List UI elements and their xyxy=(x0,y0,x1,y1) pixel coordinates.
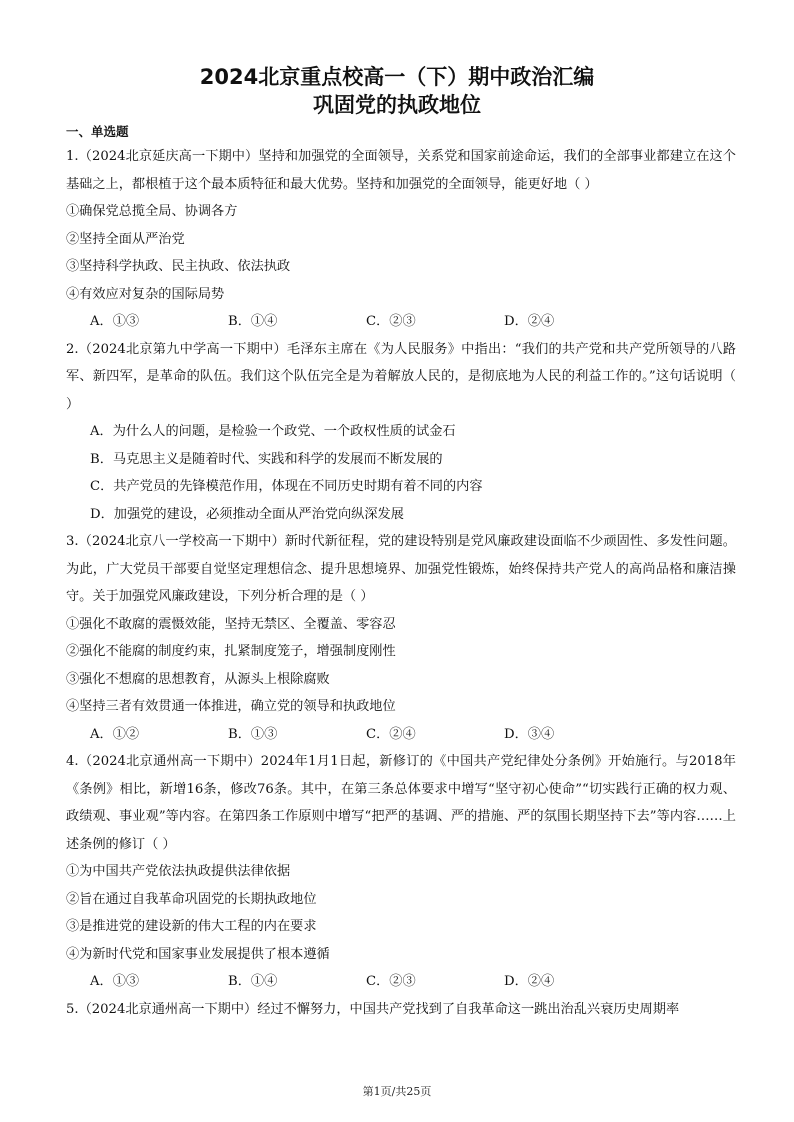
option-b: B．①③ xyxy=(228,726,278,742)
question-2 xyxy=(66,336,736,529)
statement-item: ②强化不能腐的制度约束，扎紧制度笼子，增强制度刚性 xyxy=(66,644,396,659)
question-3 xyxy=(66,528,736,748)
option-a: A．为什么人的问题，是检验一个政党、一个政权性质的试金石 xyxy=(90,424,456,439)
question-stem: 1.（2024北京延庆高一下期中）坚持和加强党的全面领导，关系党和国家前途命运，我们的全部事业都建立在这个基础之上，都根植于这个最本质特征和最大优势。坚持和加强党的全面领导，能更好地（ ） xyxy=(66,149,736,192)
statement-item: ④为新时代党和国家事业发展提供了根本遵循 xyxy=(66,946,330,962)
option-b: B．马克思主义是随着时代、实践和科学的发展而不断发展的 xyxy=(90,451,443,467)
statement-item: ③是推进党的建设新的伟大工程的内在要求 xyxy=(66,919,317,934)
statement-item: ①为中国共产党依法执政提供法律依据 xyxy=(66,864,291,879)
option-a: A．①③ xyxy=(90,974,140,989)
document-subtitle: 巩固党的执政地位 xyxy=(313,93,481,117)
option-b: B．①④ xyxy=(228,314,278,329)
question-stem: 3.（2024北京八一学校高一下期中）新时代新征程，党的建设特别是党风廉政建设面临不少顽固性、多发性问题。为此，广大党员干部要自觉坚定理想信念、提升思想境界、加强党性锻炼，始终保持共产党人的高尚品格和廉洁操守。关于加强党风廉政建设，下列分析合理的是（ ） xyxy=(66,534,736,604)
question-stem: 5.（2024北京通州高一下期中）经过不懈努力，中国共产党找到了自我革命这一跳出治乱兴衰历史周期率 xyxy=(66,1001,680,1017)
statement-item: ③坚持科学执政、民主执政、依法执政 xyxy=(66,259,291,274)
answer-options xyxy=(66,968,736,996)
question-4 xyxy=(66,748,736,996)
question-stem: 2.（2024北京第九中学高一下期中）毛泽东主席在《为人民服务》中指出：“我们的共产党和共产党所领导的八路军、新四军，是革命的队伍。我们这个队伍完全是为着解放人民的，是彻底地为人民的利益工作的。”这句话说明（ ） xyxy=(66,341,736,412)
section-heading: 一、单选题 xyxy=(66,124,129,139)
option-a: A．①③ xyxy=(90,314,140,329)
answer-options xyxy=(66,721,736,749)
option-a: A．①② xyxy=(90,726,140,742)
page-footer: 第1页/共25页 xyxy=(362,1085,432,1098)
statement-item: ④有效应对复杂的国际局势 xyxy=(66,286,225,302)
question-stem: 4.（2024北京通州高一下期中）2024年1月1日起，新修订的《中国共产党纪律处分条例》开始施行。与2018年《条例》相比，新增16条，修改76条。其中，在第三条总体要求中增写“坚守初心使命”“切实践行正确的权力观、政绩观、事业观”等内容。在第四条工作原则中增写“把严的基调、严的措施、严的氛围长期坚持下去”等内容……上述条例的修订（ ） xyxy=(66,754,736,852)
statement-item: ③强化不想腐的思想教育，从源头上根除腐败 xyxy=(66,671,330,687)
question-1 xyxy=(66,143,736,336)
answer-options xyxy=(66,308,736,336)
option-d: D．②④ xyxy=(504,974,555,989)
option-c: C．共产党员的先锋模范作用，体现在不同历史时期有着不同的内容 xyxy=(90,479,483,494)
option-b: B．①④ xyxy=(228,974,278,989)
document-title: 2024北京重点校高一（下）期中政治汇编 xyxy=(199,65,595,89)
option-d: D．③④ xyxy=(504,726,555,742)
question-list xyxy=(66,124,736,1023)
statement-item: ②坚持全面从严治党 xyxy=(66,231,185,247)
question-5 xyxy=(66,996,736,1024)
statement-item: ①强化不敢腐的震慑效能，坚持无禁区、全覆盖、零容忍 xyxy=(66,616,396,632)
statement-item: ①确保党总揽全局、协调各方 xyxy=(66,204,238,219)
statement-item: ④坚持三者有效贯通一体推进，确立党的领导和执政地位 xyxy=(66,699,396,714)
option-d: D．加强党的建设，必须推动全面从严治党向纵深发展 xyxy=(90,506,404,522)
statement-item: ②旨在通过自我革命巩固党的长期执政地位 xyxy=(66,891,317,907)
option-c: C．②④ xyxy=(366,726,416,742)
option-c: C．②③ xyxy=(366,314,416,329)
option-d: D．②④ xyxy=(504,314,555,329)
option-c: C．②③ xyxy=(366,974,416,989)
